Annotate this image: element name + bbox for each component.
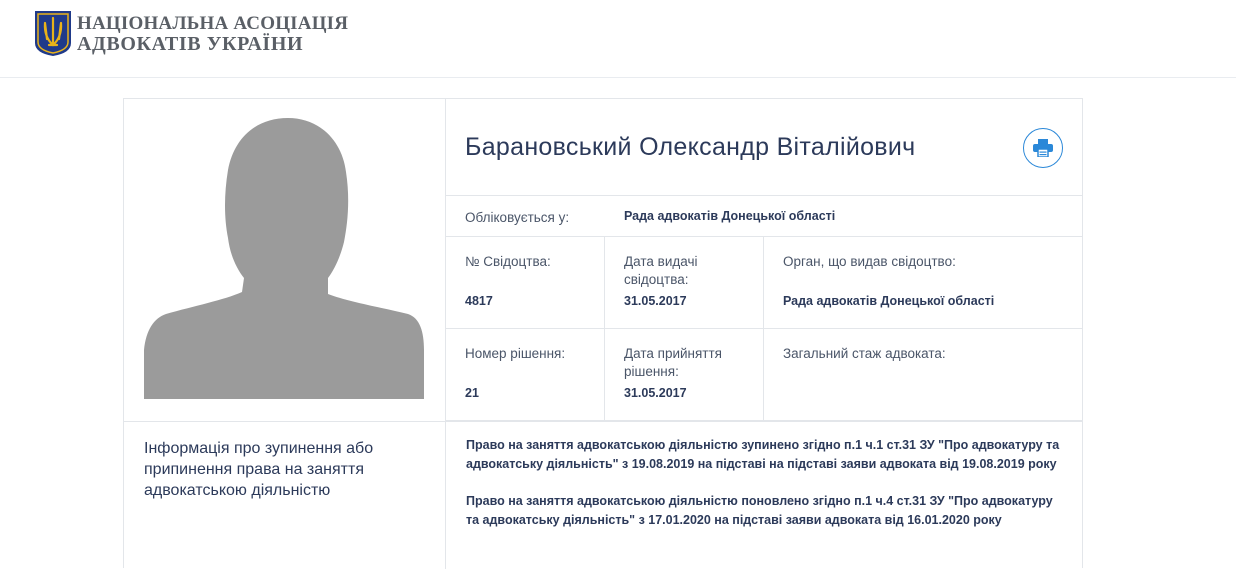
suspension-info-row	[124, 421, 1083, 569]
cell-divider	[763, 329, 764, 421]
decision-row	[446, 329, 1083, 421]
issuer-label: Орган, що видав свідоцтво:	[783, 254, 956, 269]
decision-number-value: 21	[465, 386, 479, 400]
certificate-number-value: 4817	[465, 294, 493, 308]
site-header	[0, 0, 1236, 78]
name-row	[446, 99, 1083, 196]
site-logo[interactable]	[33, 9, 348, 57]
certificate-date-value: 31.05.2017	[624, 294, 687, 308]
print-icon	[1033, 139, 1053, 157]
issuer-value: Рада адвокатів Донецької області	[783, 294, 995, 308]
experience-label: Загальний стаж адвоката:	[783, 346, 946, 361]
suspension-entry: Право на заняття адвокатською діяльністю поновлено згідно п.1 ч.4 ст.31 ЗУ "Про адвокатуру та адвокатську діяльність" з 17.01.2020 на підставі заяви адвоката від 16.01.2020 року	[466, 494, 1053, 527]
registered-value: Рада адвокатів Донецької області	[624, 209, 836, 223]
decision-number-label: Номер рішення:	[465, 346, 566, 361]
decision-date-value: 31.05.2017	[624, 386, 687, 400]
suspension-entry: Право на заняття адвокатською діяльністю зупинено згідно п.1 ч.1 ст.31 ЗУ "Про адвокатуру та адвокатську діяльність" з 19.08.2019 на підставі на підставі заяви адвоката від 19.08.2019 року	[466, 438, 1060, 471]
lawyer-card	[123, 98, 1083, 568]
certificate-date-label: Дата видачі свідоцтва:	[624, 254, 698, 287]
print-button[interactable]	[1023, 128, 1063, 168]
logo-line-2: АДВОКАТІВ УКРАЇНИ	[77, 32, 304, 55]
cell-divider	[604, 329, 605, 421]
registered-label: Обліковується у:	[465, 210, 570, 225]
logo-line-1: НАЦІОНАЛЬНА АСОЦІАЦІЯ	[77, 12, 349, 34]
decision-date-label: Дата прийняття рішення:	[624, 346, 722, 379]
trident-emblem-icon	[33, 9, 73, 57]
logo-text	[77, 13, 348, 54]
cell-divider	[763, 237, 764, 329]
suspension-info-title: Інформація про зупинення або припинення права на заняття адвокатською діяльністю	[144, 440, 374, 499]
certificate-row	[446, 237, 1083, 329]
certificate-number-label: № Свідоцтва:	[465, 254, 551, 269]
person-silhouette-icon	[144, 118, 424, 399]
cell-divider	[604, 237, 605, 329]
lawyer-name: Барановський Олександр Віталійович	[465, 133, 916, 161]
